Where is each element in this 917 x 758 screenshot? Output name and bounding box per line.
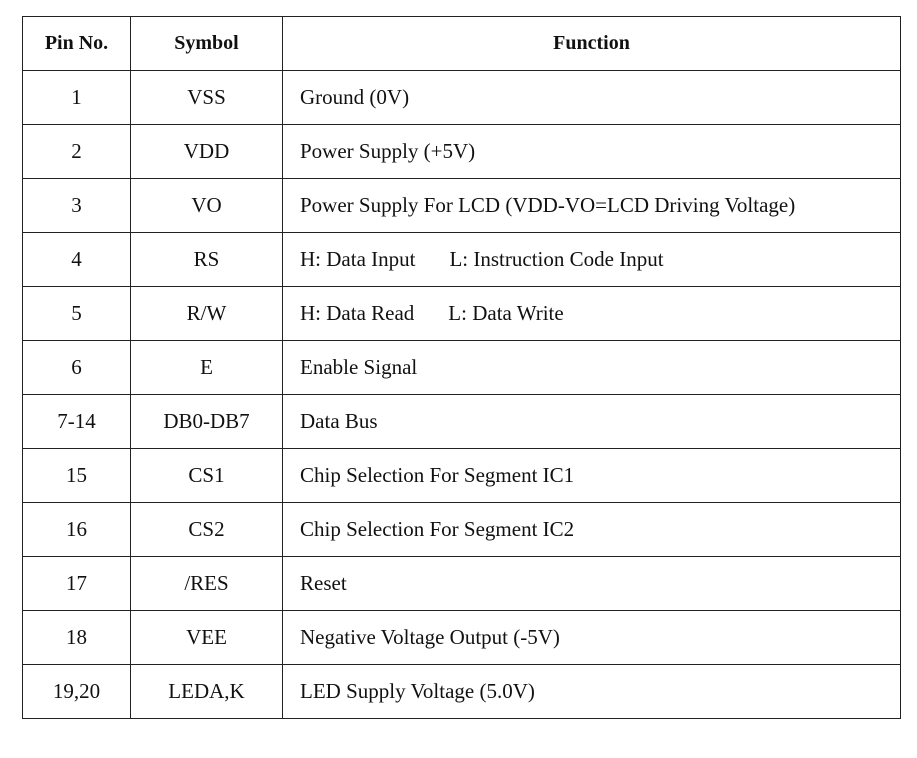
pin-cell: 15 [23, 449, 131, 503]
table-row [23, 341, 901, 395]
table-row [23, 287, 901, 341]
pin-cell: 16 [23, 503, 131, 557]
table-row [23, 395, 901, 449]
pin-cell: 19,20 [23, 665, 131, 719]
function-low-text: L: Data Write [448, 301, 564, 325]
pin-cell: 4 [23, 233, 131, 287]
function-cell: Power Supply (+5V) [283, 125, 901, 179]
table-row [23, 611, 901, 665]
table-row [23, 665, 901, 719]
header-function: Function [283, 17, 901, 71]
table-row [23, 449, 901, 503]
header-symbol: Symbol [131, 17, 283, 71]
function-cell: Enable Signal [283, 341, 901, 395]
table-header-row [23, 17, 901, 71]
table-row [23, 557, 901, 611]
function-cell: LED Supply Voltage (5.0V) [283, 665, 901, 719]
symbol-cell: DB0-DB7 [131, 395, 283, 449]
pin-cell: 18 [23, 611, 131, 665]
function-cell [283, 287, 901, 341]
symbol-cell: VO [131, 179, 283, 233]
pin-cell: 3 [23, 179, 131, 233]
pin-cell: 2 [23, 125, 131, 179]
table-row [23, 125, 901, 179]
function-cell: Reset [283, 557, 901, 611]
function-cell: Chip Selection For Segment IC2 [283, 503, 901, 557]
symbol-cell: CS2 [131, 503, 283, 557]
pin-cell: 1 [23, 71, 131, 125]
table-row [23, 71, 901, 125]
pin-function-table [22, 16, 901, 719]
table-row [23, 503, 901, 557]
pin-cell: 6 [23, 341, 131, 395]
symbol-cell: VEE [131, 611, 283, 665]
function-high-text: H: Data Read [300, 301, 415, 325]
symbol-cell: VSS [131, 71, 283, 125]
symbol-cell: CS1 [131, 449, 283, 503]
function-low-text: L: Instruction Code Input [449, 247, 664, 271]
pin-cell: 5 [23, 287, 131, 341]
symbol-cell: /RES [131, 557, 283, 611]
pin-cell: 17 [23, 557, 131, 611]
function-cell: Chip Selection For Segment IC1 [283, 449, 901, 503]
symbol-cell: R/W [131, 287, 283, 341]
function-cell: Negative Voltage Output (-5V) [283, 611, 901, 665]
function-high-text: H: Data Input [300, 247, 416, 271]
pin-cell: 7-14 [23, 395, 131, 449]
function-cell: Data Bus [283, 395, 901, 449]
symbol-cell: LEDA,K [131, 665, 283, 719]
function-cell [283, 233, 901, 287]
header-pin-no: Pin No. [23, 17, 131, 71]
table-row [23, 233, 901, 287]
table-row [23, 179, 901, 233]
function-cell: Power Supply For LCD (VDD-VO=LCD Driving Voltage) [283, 179, 901, 233]
symbol-cell: RS [131, 233, 283, 287]
function-cell: Ground (0V) [283, 71, 901, 125]
symbol-cell: E [131, 341, 283, 395]
symbol-cell: VDD [131, 125, 283, 179]
